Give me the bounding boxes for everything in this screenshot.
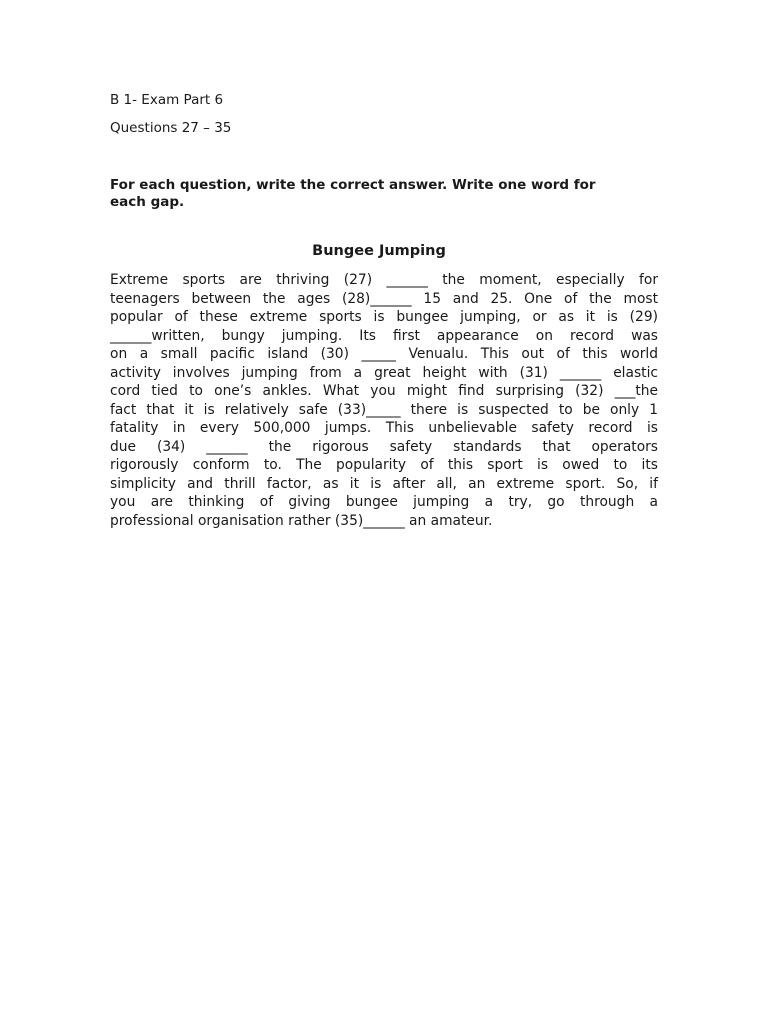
passage-line: due (34) ______ the rigorous safety standards that operators — [110, 438, 658, 455]
passage-line: rigorously conform to. The popularity of this sport is owed to its — [110, 457, 658, 473]
passage-line: professional organisation rather (35)______ an amateur. — [110, 512, 493, 529]
passage-line: you are thinking of giving bungee jumping a try, go through a — [110, 494, 658, 510]
passage-line: on a small pacific island (30) _____ Venualu. This out of this world — [110, 346, 658, 362]
passage-title: Bungee Jumping — [312, 243, 446, 259]
passage-line: teenagers between the ages (28)______ 15 and 25. One of the most — [110, 290, 658, 307]
passage-line: popular of these extreme sports is bungee jumping, or as it is (29) — [110, 309, 658, 325]
passage-text — [110, 271, 658, 530]
passage-line: simplicity and thrill factor, as it is after all, an extreme sport. So, if — [110, 475, 658, 492]
passage-line: ______written, bungy jumping. Its first appearance on record was — [110, 327, 658, 344]
passage-line: Extreme sports are thriving (27) ______ the moment, especially for — [110, 272, 658, 288]
exam-label: B 1- Exam Part 6 — [110, 92, 224, 108]
passage-line: activity involves jumping from a great height with (31) ______ elastic — [110, 364, 658, 381]
questions-range: Questions 27 – 35 — [110, 120, 232, 136]
instructions-text: For each question, write the correct answer. Write one word for each gap. — [110, 177, 596, 210]
passage-line: cord tied to one’s ankles. What you might find surprising (32) ___the — [110, 383, 658, 399]
passage-line: fatality in every 500,000 jumps. This unbelievable safety record is — [110, 420, 658, 436]
passage-line: fact that it is relatively safe (33)_____ there is suspected to be only 1 — [110, 401, 658, 418]
